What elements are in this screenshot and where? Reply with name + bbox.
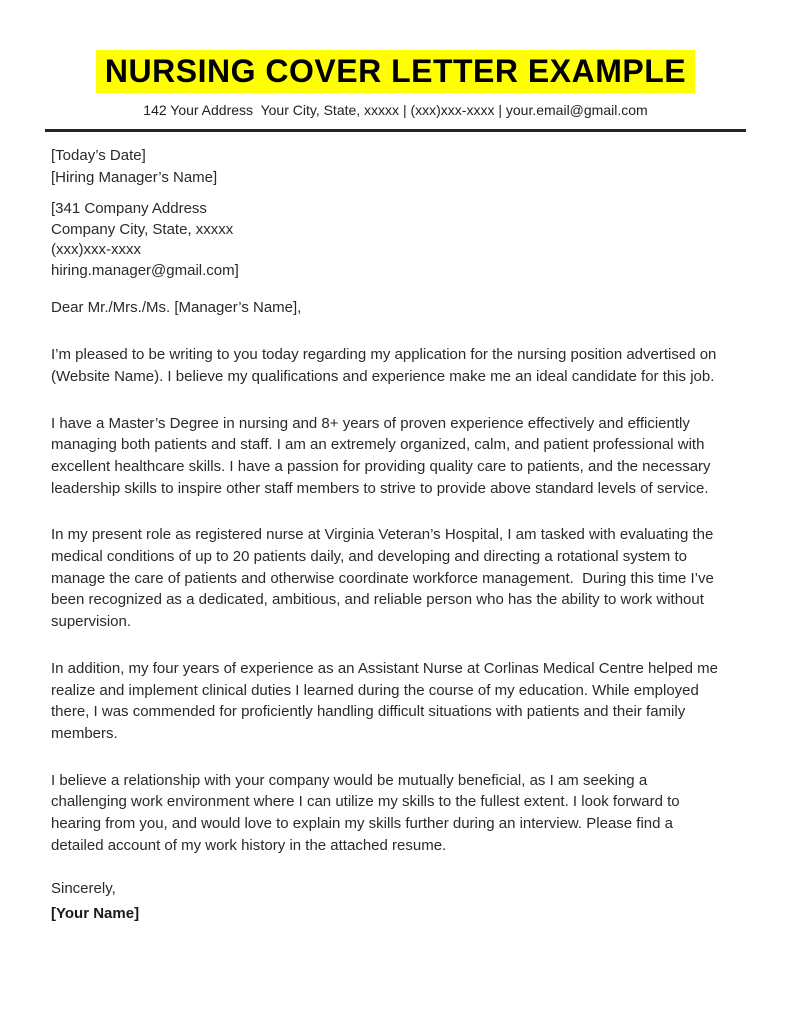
body-paragraph-3: In my present role as registered nurse at Virginia Veteran’s Hospital, I am tasked with evaluating the medical conditions of up to 20 patients daily, and developing and directing a rotational system to manage the care of patients and otherwise coordinate workforce management. During this time I’ve been recognized as a dedicated, ambitious, and reliable person who has the ability to work without supervision.: [51, 526, 719, 631]
document-header: [0, 50, 791, 132]
body-paragraph-1: I’m pleased to be writing to you today regarding my application for the nursing position advertised on (Website Name). I believe my qualifications and experience make me an ideal candidate for this job.: [51, 346, 721, 385]
body-paragraph-2: I have a Master’s Degree in nursing and 8+ years of proven experience effectively and efficiently managing both patients and staff. I am an extremely organized, calm, and patient professional with excellent healthcare skills. I have a passion for providing quality care to patients, and the necessary leadership skills to inspire other staff members to strive to provide above standard levels of service.: [51, 414, 715, 497]
company-address-line: (xxx)xxx-xxxx: [51, 241, 141, 259]
company-address-line: hiring.manager@gmail.com]: [51, 261, 239, 279]
closing: Sincerely,: [51, 880, 116, 898]
letter-body: [51, 132, 721, 925]
company-address-line: [341 Company Address: [51, 200, 207, 218]
signature-placeholder: [Your Name]: [51, 905, 140, 923]
contact-info-line: 142 Your Address Your City, State, xxxxx | (xxx)xxx-xxxx | your.email@gmail.com: [143, 102, 648, 118]
body-paragraph-5: I believe a relationship with your company would be mutually beneficial, as I am seeking a challenging work environment where I can utilize my skills to the fullest extent. I look forward to hearing from you, and would love to explain my skills further during an interview. Please find a detailed account of my work history in the attached resume.: [51, 771, 684, 854]
company-address-block: [51, 199, 721, 281]
salutation: Dear Mr./Mrs./Ms. [Manager’s Name],: [51, 299, 302, 317]
body-paragraph-4: In addition, my four years of experience as an Assistant Nurse at Corlinas Medical Centre helped me realize and implement clinical duties I learned during the course of my education. While employed there, I was commended for proficiently handling difficult situations with patients and their family members.: [51, 659, 723, 742]
date-placeholder: [Today’s Date]: [51, 147, 146, 164]
company-address-line: Company City, State, xxxxx: [51, 220, 234, 238]
hiring-manager-placeholder: [Hiring Manager’s Name]: [51, 168, 218, 186]
page-title: NURSING COVER LETTER EXAMPLE: [96, 50, 695, 93]
